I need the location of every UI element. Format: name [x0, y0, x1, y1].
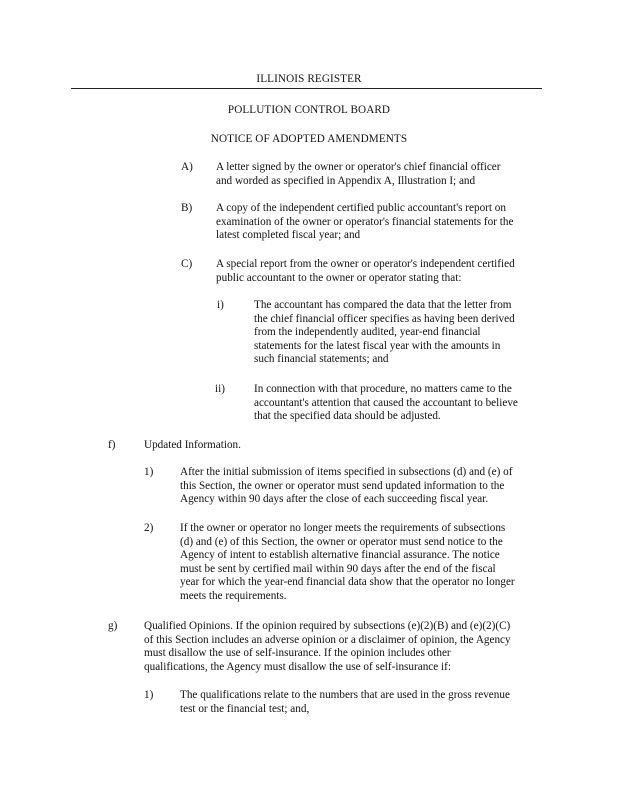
text-line: of this Section includes an adverse opinion or a disclaimer of opinion, the Agency [144, 633, 511, 646]
text-line: A copy of the independent certified public accountant's report on [216, 202, 506, 214]
text-line: statements for the latest fiscal year with the amounts in [254, 339, 501, 352]
section-f-item-1-text [180, 466, 512, 507]
text-line: Agency of intent to establish alternative financial assurance. The notice [180, 549, 500, 562]
text-line: Agency within 90 days after the close of each succeeding fiscal year. [180, 493, 489, 506]
text-line: Qualified Opinions. If the opinion required by subsections (e)(2)(B) and (e)(2)(C) [144, 620, 511, 632]
text-line: accountant's attention that caused the accountant to believe [254, 396, 518, 409]
section-f-marker: f) [108, 439, 116, 451]
text-line: The qualifications relate to the numbers that are used in the gross revenue [180, 689, 510, 701]
text-line: this Section, the owner or operator must send updated information to the [180, 479, 505, 492]
text-line: must disallow the use of self-insurance. If the opinion includes other [144, 647, 451, 660]
text-line: and worded as specified in Appendix A, Illustration I; and [216, 174, 476, 187]
section-f-item-2-text [180, 522, 515, 604]
text-line: must be sent by certified mail within 90 days after the end of the fiscal [180, 562, 496, 575]
section-f-item-2-marker: 2) [144, 522, 154, 534]
text-line: public accountant to the owner or operator stating that: [216, 271, 462, 284]
section-f-heading [144, 439, 241, 453]
text-line: that the specified data should be adjusted. [254, 410, 441, 423]
text-line: A letter signed by the owner or operator's chief financial officer [216, 161, 501, 173]
sub-item-i-marker: i) [217, 299, 224, 311]
text-line: year for which the year-end financial data show that the operator no longer [180, 576, 515, 589]
sub-item-ii-marker: ii) [215, 383, 225, 395]
text-line: examination of the owner or operator's financial statements for the [216, 215, 514, 228]
text-line: such financial statements; and [254, 353, 389, 366]
item-a-marker: A) [181, 161, 193, 173]
item-c-text [216, 258, 515, 285]
text-line: the chief financial officer specifies as having been derived [254, 312, 515, 325]
agency-title: POLLUTION CONTROL BOARD [227, 104, 391, 116]
notice-title: NOTICE OF ADOPTED AMENDMENTS [210, 133, 408, 145]
item-a-text [216, 161, 501, 188]
section-f-item-1-marker: 1) [144, 466, 154, 478]
text-line: A special report from the owner or operator's independent certified [216, 258, 515, 270]
text-line: If the owner or operator no longer meets the requirements of subsections [180, 522, 506, 534]
sub-item-i-text [254, 299, 515, 367]
header-rule [71, 88, 542, 89]
section-g-text [144, 620, 511, 674]
section-g-marker: g) [108, 620, 118, 632]
text-line: meets the requirements. [180, 589, 287, 602]
text-line: Updated Information. [144, 439, 241, 451]
text-line: test or the financial test; and, [180, 702, 310, 715]
item-b-text [216, 202, 513, 243]
text-line: In connection with that procedure, no matters came to the [254, 383, 512, 395]
text-line: The accountant has compared the data that the letter from [254, 299, 512, 311]
register-title: ILLINOIS REGISTER [256, 73, 362, 85]
text-line: After the initial submission of items specified in subsections (d) and (e) of [180, 466, 513, 478]
section-g-item-1-text [180, 689, 510, 716]
text-line: (d) and (e) of this Section, the owner or operator must send notice to the [180, 535, 503, 548]
section-g-item-1-marker: 1) [144, 689, 154, 701]
text-line: latest completed fiscal year; and [216, 229, 361, 242]
text-line: qualifications, the Agency must disallow the use of self-insurance if: [144, 660, 451, 673]
sub-item-ii-text [254, 383, 518, 424]
item-c-marker: C) [181, 258, 193, 270]
item-b-marker: B) [181, 202, 193, 214]
text-line: from the independently audited, year-end financial [254, 326, 481, 339]
